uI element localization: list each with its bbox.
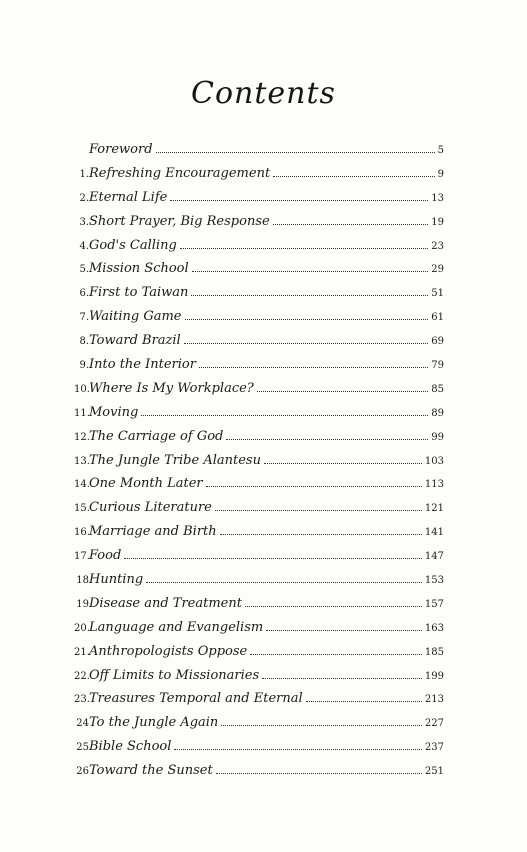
chapter-number: 8. [79,336,89,348]
page-number: 121 [424,503,444,515]
dot-leader [221,715,422,726]
chapter-number: 13. [74,455,90,467]
chapter-number: 4. [79,240,89,252]
toc-entry [74,261,444,285]
toc-entry-line [89,333,444,348]
chapter-number: 23. [74,694,90,706]
chapter-number: 3. [79,216,89,228]
toc-entry-line [89,715,444,730]
chapter-number: 9. [79,360,89,372]
chapter-title: Disease and Treatment [89,595,242,611]
toc-entry [74,572,444,596]
dot-leader [273,214,429,225]
toc-entry [74,691,444,715]
chapter-title: Short Prayer, Big Response [89,213,270,229]
chapter-title: Mission School [89,261,189,277]
page-number: 185 [424,646,444,658]
chapter-number: 12. [74,431,90,443]
page-number: 163 [424,622,444,634]
dot-leader [185,309,429,320]
dot-leader [124,548,422,559]
toc-entry [74,429,444,453]
dot-leader [206,476,422,487]
chapter-title: Language and Evangelism [89,619,264,635]
chapter-title: Moving [89,404,139,420]
toc-entry [74,333,444,357]
toc-entry-line [89,476,444,491]
toc-entry-line [89,596,444,611]
chapter-number: 16. [74,527,90,539]
toc-entry [74,214,444,238]
chapter-title: Anthropologists Oppose [89,643,248,659]
page-number: 237 [424,742,444,754]
toc-entry-line [89,691,444,706]
toc-entry-line [89,668,444,683]
dot-leader [191,285,428,296]
toc-entry-line [89,357,444,372]
page-number: 99 [431,431,444,443]
table-of-contents [74,142,444,787]
toc-entry-line [89,190,444,205]
page-number: 199 [424,670,444,682]
toc-entry-line [89,500,444,515]
toc-entry [74,357,444,381]
toc-entry [74,500,444,524]
toc-entry-line [89,620,444,635]
toc-entry [74,166,444,190]
page-number: 9 [437,168,444,180]
toc-entry [74,524,444,548]
chapter-title: Where Is My Workplace? [89,380,254,396]
dot-leader [264,453,422,464]
page-number: 153 [424,575,444,587]
page-number: 69 [431,336,444,348]
chapter-title: First to Taiwan [89,285,189,301]
toc-entry-line [89,405,444,420]
toc-entry [74,190,444,214]
toc-entry [74,381,444,405]
dot-leader [216,763,422,774]
chapter-title: Off Limits to Missionaries [89,667,260,683]
page-number: 13 [431,192,444,204]
page-number: 113 [424,479,444,491]
toc-entry-line [89,261,444,276]
chapter-title: Marriage and Birth [89,524,217,540]
chapter-number: 1. [79,168,89,180]
page-number: 157 [424,598,444,610]
toc-entry-line [89,285,444,300]
chapter-title: Toward Brazil [89,333,181,349]
dot-leader [220,524,422,535]
chapter-title: Hunting [89,572,144,588]
chapter-title: The Jungle Tribe Alantesu [89,452,261,468]
toc-entry [74,238,444,262]
dot-leader [156,142,435,153]
chapter-title: Eternal Life [89,189,168,205]
chapter-number: 14. [74,479,90,491]
chapter-number: 25 [76,742,89,754]
page-number: 61 [431,312,444,324]
chapter-title: Food [89,548,122,564]
chapter-title: To the Jungle Again [89,715,219,731]
toc-entry-line [89,381,444,396]
toc-entry-line [89,166,444,181]
toc-entry [74,596,444,620]
chapter-number: 20. [74,622,90,634]
dot-leader [141,405,428,416]
toc-entry-line [89,429,444,444]
toc-entry-line [89,142,444,157]
dot-leader [174,739,422,750]
toc-entry [74,644,444,668]
toc-entry-line [89,548,444,563]
chapter-number: 7. [79,312,89,324]
chapter-title: God's Calling [89,237,177,253]
dot-leader [170,190,428,201]
toc-entry [74,715,444,739]
page-number: 51 [431,288,444,300]
page-number: 147 [424,551,444,563]
toc-entry-line [89,309,444,324]
dot-leader [245,596,422,607]
toc-entry [74,668,444,692]
page-number: 213 [424,694,444,706]
toc-entry-line [89,763,444,778]
chapter-number: 24 [76,718,89,730]
toc-entry [74,763,444,787]
dot-leader [306,691,422,702]
chapter-number: 18 [76,575,89,587]
toc-entry-line [89,572,444,587]
dot-leader [266,620,422,631]
dot-leader [257,381,428,392]
page-number: 19 [431,216,444,228]
dot-leader [192,261,429,272]
toc-entry-line [89,739,444,754]
page-number: 85 [431,383,444,395]
chapter-title: Treasures Temporal and Eternal [89,691,303,707]
chapter-number: 6. [79,288,89,300]
page-number: 23 [431,240,444,252]
toc-entry-line [89,453,444,468]
dot-leader [199,357,428,368]
chapter-title: Waiting Game [89,309,182,325]
page-number: 5 [437,145,444,156]
chapter-number: 17. [74,551,90,563]
dot-leader [184,333,429,344]
toc-entry [74,548,444,572]
toc-entry-line [89,524,444,539]
dot-leader [215,500,422,511]
dot-leader [226,429,428,440]
toc-entry [74,739,444,763]
page-number: 251 [424,766,444,778]
toc-entry-line [89,644,444,659]
page-title: Contents [191,76,336,111]
toc-entry [74,309,444,333]
chapter-title: Bible School [89,739,172,755]
page-number: 89 [431,407,444,419]
dot-leader [250,644,422,655]
page-number: 227 [424,718,444,730]
chapter-number: 21. [74,646,90,658]
toc-entry [74,476,444,500]
page-number: 141 [424,527,444,539]
chapter-number: 19 [76,598,89,610]
chapter-title: The Carriage of God [89,428,224,444]
dot-leader [262,668,422,679]
page-number: 79 [431,360,444,372]
chapter-title: Into the Interior [89,357,196,373]
chapter-number: 26 [76,766,89,778]
chapter-title: Curious Literature [89,500,212,516]
page-number: 29 [431,264,444,276]
chapter-number: 15. [74,503,90,515]
chapter-number: 2. [79,192,89,204]
chapter-number: 10. [74,383,90,395]
toc-entry [74,285,444,309]
page-number: 103 [424,455,444,467]
chapter-title: Foreword [89,142,153,157]
toc-entry-line [89,214,444,229]
dot-leader [273,166,434,177]
toc-entry-line [89,238,444,253]
chapter-number: 5. [79,264,89,276]
chapter-number: 11. [74,407,90,419]
toc-entry [74,620,444,644]
dot-leader [180,238,428,249]
chapter-title: Toward the Sunset [89,763,213,779]
toc-entry [74,142,444,166]
chapter-title: Refreshing Encouragement [89,165,271,181]
toc-entry [74,453,444,477]
toc-entry [74,405,444,429]
chapter-title: One Month Later [89,476,203,492]
dot-leader [146,572,422,583]
chapter-number: 22. [74,670,90,682]
